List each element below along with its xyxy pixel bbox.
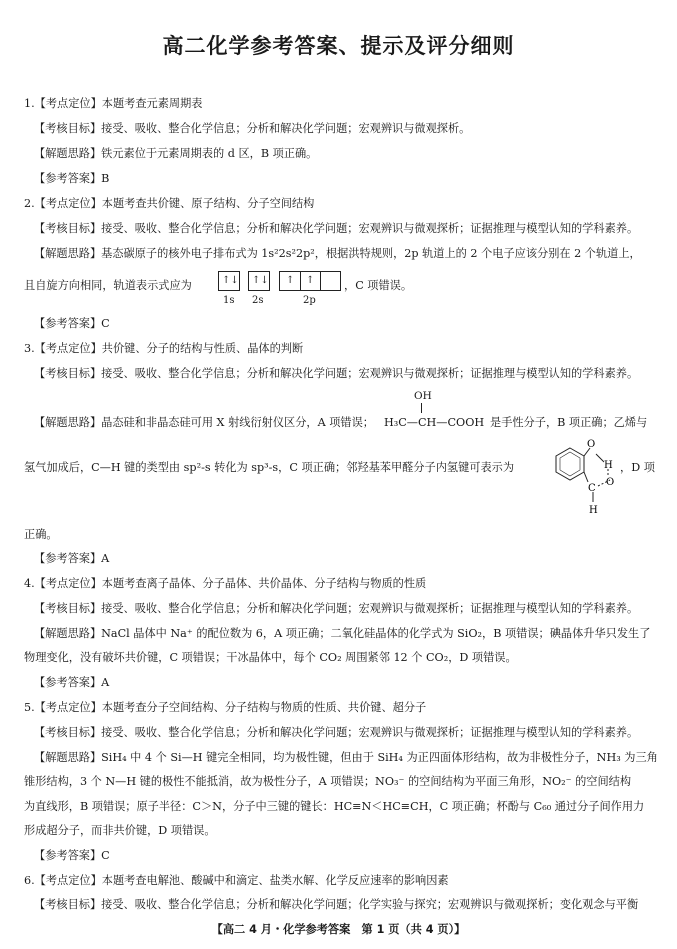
page-title: 高二化学参考答案、提示及评分细则	[162, 34, 515, 58]
q2-topic: 2.【考点定位】本题考查共价键、原子结构、分子空间结构	[24, 197, 315, 210]
q5-reasoning-line2: 锥形结构，3 个 N—H 键的极性不能抵消，故为极性分子，A 项错误；NO₃⁻ 的空间结构为平面三角形，NO₂⁻ 的空间结构	[24, 775, 632, 788]
q6-goal: 【考核目标】接受、吸收、整合化学信息；分析和解决化学问题；化学实验与探究；宏观辨识与微观探析；变化观念与平衡	[34, 898, 639, 911]
q1-answer: 【参考答案】B	[34, 172, 110, 185]
q3-answer: 【参考答案】A	[34, 552, 110, 565]
struct-c-label: C	[588, 483, 596, 494]
q5-reasoning-line1: 【解题思路】SiH₄ 中 4 个 Si—H 键完全相同，均为极性键，但由于 SiH₄ 为正四面体形结构，故为非极性分子，NH₃ 为三角	[34, 751, 658, 764]
q2-reasoning-line2b: ，C 项错误。	[344, 279, 413, 292]
q5-reasoning-line3: 为直线形，B 项错误；原子半径：C＞N，分子中三键的键长：HC≡N＜HC≡CH，C 项正确；杯酚与 C₆₀ 通过分子间作用力	[24, 800, 645, 813]
lactic-oh-label: OH	[414, 390, 432, 402]
q2-answer: 【参考答案】C	[34, 317, 110, 330]
q3-reasoning-line3: 正确。	[24, 528, 58, 541]
orbital-label-1s: 1s	[223, 295, 235, 306]
struct-o1-label: O	[587, 439, 596, 450]
q2-goal: 【考核目标】接受、吸收、整合化学信息；分析和解决化学问题；宏观辨识与微观探析；证据推理与模型认知的学科素养。	[34, 222, 639, 235]
q1-topic: 1.【考点定位】本题考查元素周期表	[24, 97, 203, 110]
q6-topic: 6.【考点定位】本题考查电解池、酸碱中和滴定、盐类水解、化学反应速率的影响因素	[24, 874, 449, 887]
bond-line	[421, 403, 422, 413]
spin-up-arrow-icon: ↑	[306, 275, 315, 286]
q3-reasoning-line1b: 是手性分子，B 项正确；乙烯与	[490, 416, 648, 429]
orbital-box-2s	[248, 271, 270, 291]
orbital-box-2p	[279, 271, 341, 291]
struct-h2-label: H	[589, 505, 598, 516]
q3-goal: 【考核目标】接受、吸收、整合化学信息；分析和解决化学问题；宏观辨识与微观探析；证据推理与模型认知的学科素养。	[34, 367, 639, 380]
spin-up-arrow-icon: ↑	[286, 275, 295, 286]
q1-reasoning: 【解题思路】铁元素位于元素周期表的 d 区，B 项正确。	[34, 147, 318, 160]
q5-reasoning-line4: 形成超分子，而非共价键，D 项错误。	[24, 824, 216, 837]
page-footer: 【高二 4 月・化学参考答案 第 1 页（共 4 页）】	[211, 923, 466, 936]
q4-reasoning-line2: 物理变化，没有破坏共价键，C 项错误；干冰晶体中，每个 CO₂ 周围紧邻 12 个 CO₂，D 项错误。	[24, 651, 517, 664]
q1-goal: 【考核目标】接受、吸收、整合化学信息；分析和解决化学问题；宏观辨识与微观探析。	[34, 122, 471, 135]
q4-goal: 【考核目标】接受、吸收、整合化学信息；分析和解决化学问题；宏观辨识与微观探析；证据推理与模型认知的学科素养。	[34, 602, 639, 615]
q3-reasoning-line1a: 【解题思路】晶态硅和非晶态硅可用 X 射线衍射仪区分，A 项错误；	[34, 416, 374, 429]
q2-reasoning-line1: 【解题思路】基态碳原子的核外电子排布式为 1s²2s²2p²，根据洪特规则，2p 轨道上的 2 个电子应该分别在 2 个轨道上，	[34, 247, 641, 260]
salicylaldehyde-hbond-structure	[550, 436, 645, 516]
q4-reasoning-line1: 【解题思路】NaCl 晶体中 Na⁺ 的配位数为 6，A 项正确；二氧化硅晶体的化学式为 SiO₂，B 项错误；碘晶体升华只发生了	[34, 627, 651, 640]
orbital-box-1s	[218, 271, 240, 291]
spin-pair-arrow-icon: ↑↓	[252, 275, 269, 286]
q3-reasoning-line2a: 氢气加成后，C—H 键的类型由 sp²-s 转化为 sp³-s，C 项正确；邻羟基苯甲醛分子内氢键可表示为	[24, 461, 515, 474]
struct-o2-label: O	[606, 477, 615, 488]
q4-answer: 【参考答案】A	[34, 676, 110, 689]
lactic-acid-formula: H₃C—CH—COOH	[384, 416, 485, 429]
q3-reasoning-line2b: ，D 项	[620, 461, 655, 474]
orbital-label-2p: 2p	[303, 295, 316, 306]
orbital-label-2s: 2s	[252, 295, 264, 306]
q5-answer: 【参考答案】C	[34, 849, 110, 862]
q5-topic: 5.【考点定位】本题考查分子空间结构、分子结构与物质的性质、共价键、超分子	[24, 701, 427, 714]
q4-topic: 4.【考点定位】本题考查离子晶体、分子晶体、共价晶体、分子结构与物质的性质	[24, 577, 427, 590]
q2-reasoning-line2a: 且自旋方向相同，轨道表示式应为	[24, 279, 192, 292]
spin-up-arrow-icon: ↑↓	[222, 275, 239, 286]
struct-h1-label: H	[604, 460, 613, 471]
q3-topic: 3.【考点定位】共价键、分子的结构与性质、晶体的判断	[24, 342, 304, 355]
q5-goal: 【考核目标】接受、吸收、整合化学信息；分析和解决化学问题；宏观辨识与微观探析；证据推理与模型认知的学科素养。	[34, 726, 639, 739]
